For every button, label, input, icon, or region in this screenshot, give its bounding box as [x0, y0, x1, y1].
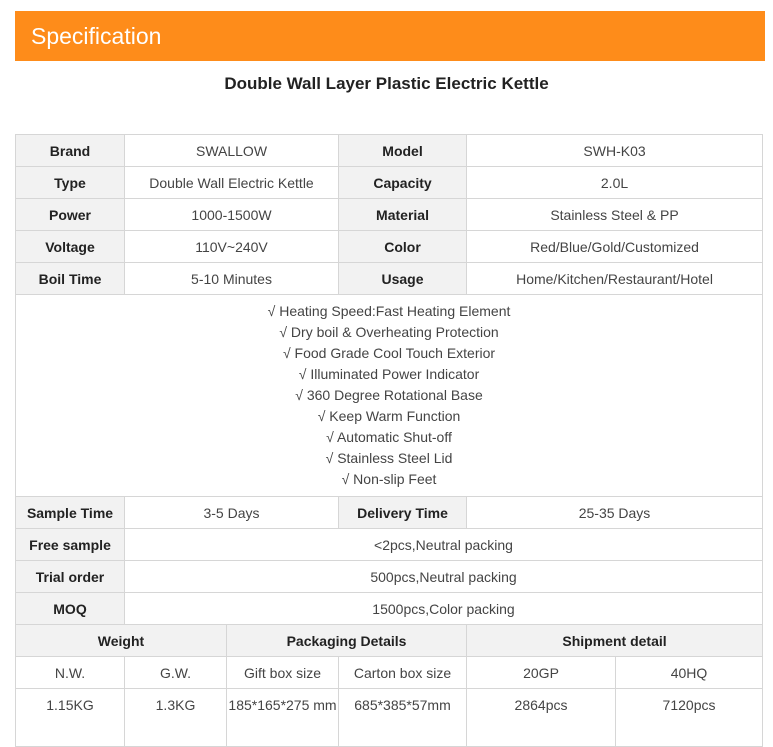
packaging-header: Packaging Details	[227, 625, 467, 657]
specification-table	[15, 134, 763, 747]
feature-item: √ Dry boil & Overheating Protection	[279, 324, 499, 340]
feature-item: √ Automatic Shut-off	[326, 429, 452, 445]
carton-box-subheader: Carton box size	[339, 657, 467, 689]
trial-order-value: 500pcs,Neutral packing	[125, 561, 763, 593]
shipping-values-row	[16, 689, 763, 747]
delivery-time-value: 25-35 Days	[467, 497, 763, 529]
spec-label: Material	[339, 199, 467, 231]
specification-banner	[15, 11, 765, 61]
spec-value: 1000-1500W	[125, 199, 339, 231]
spec-value: Double Wall Electric Kettle	[125, 167, 339, 199]
spec-label: Type	[16, 167, 125, 199]
moq-value: 1500pcs,Color packing	[125, 593, 763, 625]
spec-label: Capacity	[339, 167, 467, 199]
sample-time-row	[16, 497, 763, 529]
feature-item: √ Illuminated Power Indicator	[298, 366, 480, 382]
spec-row-voltage	[16, 231, 763, 263]
feature-item: √ Non-slip Feet	[341, 471, 437, 487]
spec-value: SWH-K03	[467, 135, 763, 167]
spec-label: Usage	[339, 263, 467, 295]
free-sample-value: <2pcs,Neutral packing	[125, 529, 763, 561]
shipping-subheader-row	[16, 657, 763, 689]
spec-value: 2.0L	[467, 167, 763, 199]
spec-value: Home/Kitchen/Restaurant/Hotel	[467, 263, 763, 295]
nw-subheader: N.W.	[16, 657, 125, 689]
free-sample-row	[16, 529, 763, 561]
spec-label: Voltage	[16, 231, 125, 263]
gw-subheader: G.W.	[125, 657, 227, 689]
gift-box-value: 185*165*275 mm	[227, 689, 339, 747]
shipping-header-row	[16, 625, 763, 657]
delivery-time-label: Delivery Time	[339, 497, 467, 529]
trial-order-row	[16, 561, 763, 593]
sample-time-value: 3-5 Days	[125, 497, 339, 529]
spec-label: Color	[339, 231, 467, 263]
feature-item: √ Stainless Steel Lid	[325, 450, 453, 466]
banner-title: Specification	[31, 23, 162, 49]
spec-label: Brand	[16, 135, 125, 167]
spec-value: SWALLOW	[125, 135, 339, 167]
carton-box-value: 685*385*57mm	[339, 689, 467, 747]
product-title: Double Wall Layer Plastic Electric Kettle	[224, 74, 549, 93]
spec-row-brand	[16, 135, 763, 167]
spec-row-boil-time	[16, 263, 763, 295]
spec-label: Model	[339, 135, 467, 167]
spec-label: Power	[16, 199, 125, 231]
feature-item: √ Food Grade Cool Touch Exterior	[282, 345, 496, 361]
features-cell	[16, 295, 763, 497]
spec-value: Red/Blue/Gold/Customized	[467, 231, 763, 263]
sample-time-label: Sample Time	[16, 497, 125, 529]
spec-label: Boil Time	[16, 263, 125, 295]
shipment-header: Shipment detail	[467, 625, 763, 657]
spec-value: 5-10 Minutes	[125, 263, 339, 295]
free-sample-label: Free sample	[16, 529, 125, 561]
spec-value: 110V~240V	[125, 231, 339, 263]
moq-label: MOQ	[16, 593, 125, 625]
features-row	[16, 295, 763, 497]
moq-row	[16, 593, 763, 625]
spec-row-type	[16, 167, 763, 199]
gw-value: 1.3KG	[125, 689, 227, 747]
40hq-subheader: 40HQ	[616, 657, 763, 689]
trial-order-label: Trial order	[16, 561, 125, 593]
spec-row-power	[16, 199, 763, 231]
gift-box-subheader: Gift box size	[227, 657, 339, 689]
spec-value: Stainless Steel & PP	[467, 199, 763, 231]
feature-item: √ Heating Speed:Fast Heating Element	[267, 303, 511, 319]
weight-header: Weight	[16, 625, 227, 657]
20gp-value: 2864pcs	[467, 689, 616, 747]
40hq-value: 7120pcs	[616, 689, 763, 747]
20gp-subheader: 20GP	[467, 657, 616, 689]
feature-item: √ 360 Degree Rotational Base	[295, 387, 483, 403]
nw-value: 1.15KG	[16, 689, 125, 747]
feature-item: √ Keep Warm Function	[317, 408, 461, 424]
